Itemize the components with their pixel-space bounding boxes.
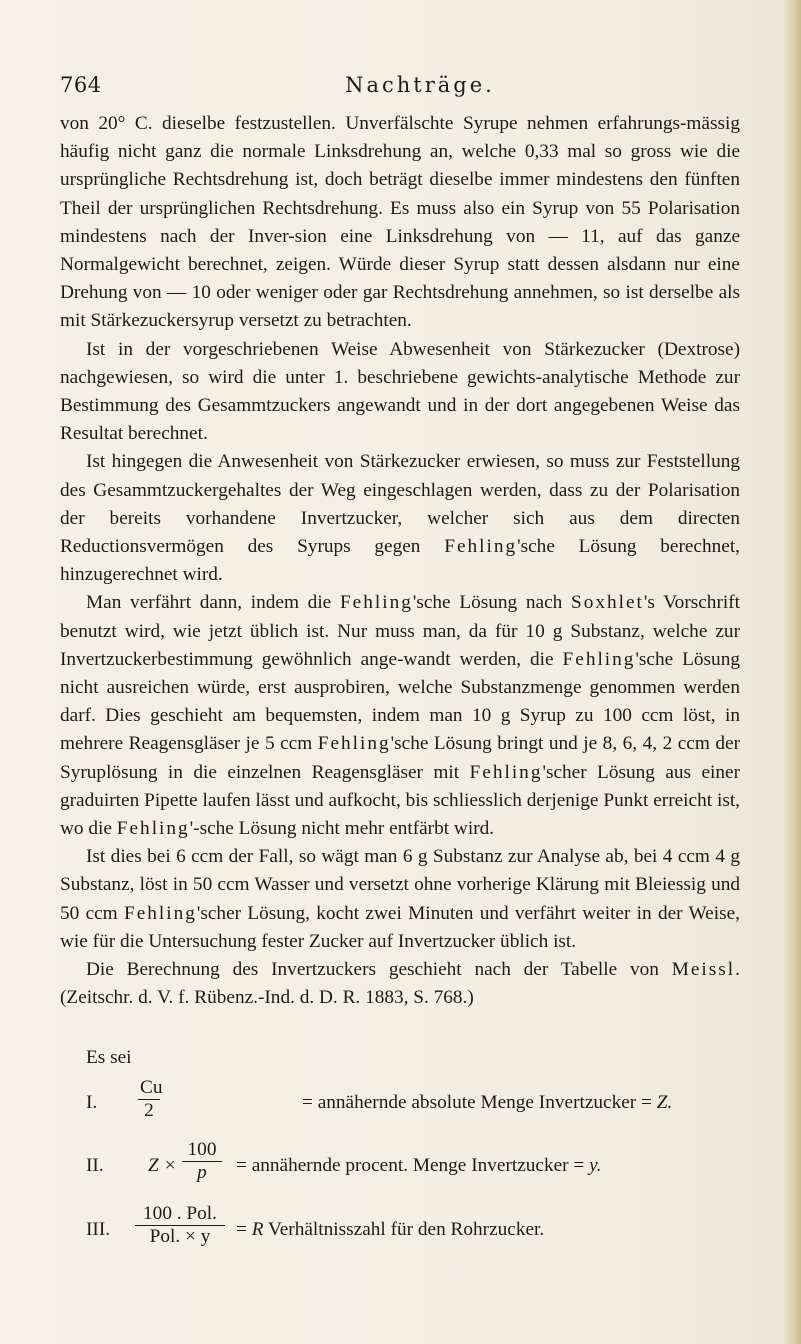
formula-1 xyxy=(60,1072,750,1136)
fraction xyxy=(182,1139,222,1184)
formula-rhs-text: Verhältnisszahl für den Rohrzucker. xyxy=(263,1219,545,1240)
spaced-name: Fehling xyxy=(339,592,413,614)
paragraph xyxy=(60,589,740,843)
formula-numeral: III. xyxy=(86,1219,111,1240)
formula-rhs-text: = annähernde absolute Menge Invertzucker = xyxy=(302,1092,657,1113)
fraction xyxy=(138,1077,163,1122)
formula-rhs xyxy=(236,1155,601,1177)
formula-variable: Z. xyxy=(656,1092,673,1113)
formula-rhs xyxy=(302,1092,672,1114)
text-run: . (Zeitschr. d. V. f. Rübenz.-Ind. d. D. R. 1883, S. 768.) xyxy=(60,959,740,1009)
formula-numeral: I. xyxy=(86,1092,98,1113)
formula-variable: R xyxy=(251,1219,264,1240)
fraction-numerator: Cu xyxy=(140,1077,163,1098)
paragraph xyxy=(60,448,740,589)
text-run: Ist dies bei 6 ccm der Fall, so wägt man 6 g Substanz zur Analyse ab, bei 4 ccm 4 g Substanz, löst in 50 ccm Wasser und versetzt ohne vorherige Klärung mit Bleiessig und 50 ccm xyxy=(60,846,740,924)
text-run: 'scher Lösung aus einer graduirten Pipette laufen lässt und aufkocht, bis schliesslich derjenige Punkt erreicht ist, wo die xyxy=(60,761,740,840)
paragraph xyxy=(60,843,740,956)
fraction-numerator: 100 xyxy=(182,1139,222,1162)
spaced-name: Fehling xyxy=(562,648,636,670)
fraction-denominator: p xyxy=(197,1162,207,1183)
page-header xyxy=(60,73,740,103)
text-run: 'sche Lösung bringt und je 8, 6, 4, 2 ccm der Syruplösung in die einzelnen Reagensgläser mit xyxy=(60,733,740,783)
page-number: 764 xyxy=(60,73,102,97)
formula-3 xyxy=(60,1199,750,1263)
formula-numeral: II. xyxy=(86,1155,104,1176)
page-edge xyxy=(783,0,801,1344)
spaced-name: Meissl xyxy=(671,959,736,981)
fraction xyxy=(135,1203,225,1248)
text-run: von 20° C. dieselbe festzustellen. Unverfälschte Syrupe nehmen erfahrungs-mässig häufig nicht ganz die normale Linksdrehung an, welche 0,33 mal so gross wie die ursprüngliche Rechtsdrehung ist, doch beträgt dieselbe immer mindestens den fünften Theil der ursprünglichen Rechtsdrehung. Es muss also ein Syrup von 55 Polarisation mindestens nach der Inver-sion eine Linksdrehung von — 11, auf das ganze Normalgewicht berechnet, zeigen. Würde dieser Syrup statt dessen alsdann nur eine Drehung von — 10 oder weniger oder gar Rechtsdrehung annehmen, so ist derselbe als mit Stärkezuckersyrup versetzt zu betrachten. xyxy=(60,113,740,332)
body-text xyxy=(60,110,740,1013)
text-run: 's Vorschrift benutzt wird, wie jetzt üblich ist. Nur muss man, da für 10 g Substanz, welche zur Invertzuckerbestimmung gewöhnlich ange-wandt werden, die xyxy=(60,592,740,670)
text-run: Die Berechnung des Invertzuckers geschieht nach der Tabelle von xyxy=(86,959,672,981)
formula-prefix: Z × xyxy=(148,1155,177,1176)
running-title: Nachträge. xyxy=(345,73,495,97)
formula-rhs-text: = annähernde procent. Menge Invertzucker = xyxy=(236,1155,590,1176)
es-sei-label: Es sei xyxy=(86,1047,132,1068)
text-run: Man verfährt dann, indem die xyxy=(86,592,340,614)
text-run: '-sche Lösung nicht mehr entfärbt wird. xyxy=(189,818,495,840)
paragraph xyxy=(60,110,740,336)
text-run: Ist hingegen die Anwesenheit von Stärkezucker erwiesen, so muss zur Feststellung des Gesammtzuckergehaltes der Weg eingeschlagen werden, dass zu der Polarisation der bereits vorhandene Invertzucker, welcher sich aus dem directen Reductionsvermögen des Syrups gegen xyxy=(60,451,740,558)
spaced-name: Fehling xyxy=(444,536,518,558)
text-run: Ist in der vorgeschriebenen Weise Abwesenheit von Stärkezucker (Dextrose) nachgewiesen, so wird die unter 1. beschriebene gewichts-analytische Methode zur Bestimmung des Gesammtzuckers angewandt und in der dort angegebenen Weise das Resultat berechnet. xyxy=(60,338,740,445)
text-run: 'sche Lösung berechnet, hinzugerechnet wird. xyxy=(60,536,740,586)
paragraph xyxy=(60,956,740,1012)
text-run: 'sche Lösung nicht ausreichen würde, erst ausprobiren, welche Substanzmenge genommen werden darf. Dies geschieht am bequemsten, indem man 10 g Syrup zu 100 ccm löst, in mehrere Reagensgläser je 5 ccm xyxy=(60,648,740,755)
fraction-numerator: 100 . Pol. xyxy=(135,1203,225,1226)
spaced-name: Fehling xyxy=(317,733,391,755)
paragraph xyxy=(60,336,740,449)
spaced-name: Fehling xyxy=(469,761,543,783)
spaced-name: Fehling xyxy=(123,902,197,924)
fraction-denominator: Pol. × y xyxy=(149,1226,211,1247)
text-run: 'scher Lösung, kocht zwei Minuten und verfährt weiter in der Weise, wie für die Untersuchung fester Zucker auf Invertzucker üblich ist. xyxy=(60,902,740,952)
spaced-name: Fehling xyxy=(116,818,190,840)
formula-variable: y. xyxy=(589,1155,602,1176)
spaced-name: Soxhlet xyxy=(570,592,644,614)
formula-rhs: = R Verhältnisszahl für den Rohrzucker. xyxy=(236,1219,545,1240)
fraction-denominator: 2 xyxy=(144,1100,154,1121)
text-run: 'sche Lösung nach xyxy=(412,592,571,614)
formula-2 xyxy=(60,1135,750,1199)
